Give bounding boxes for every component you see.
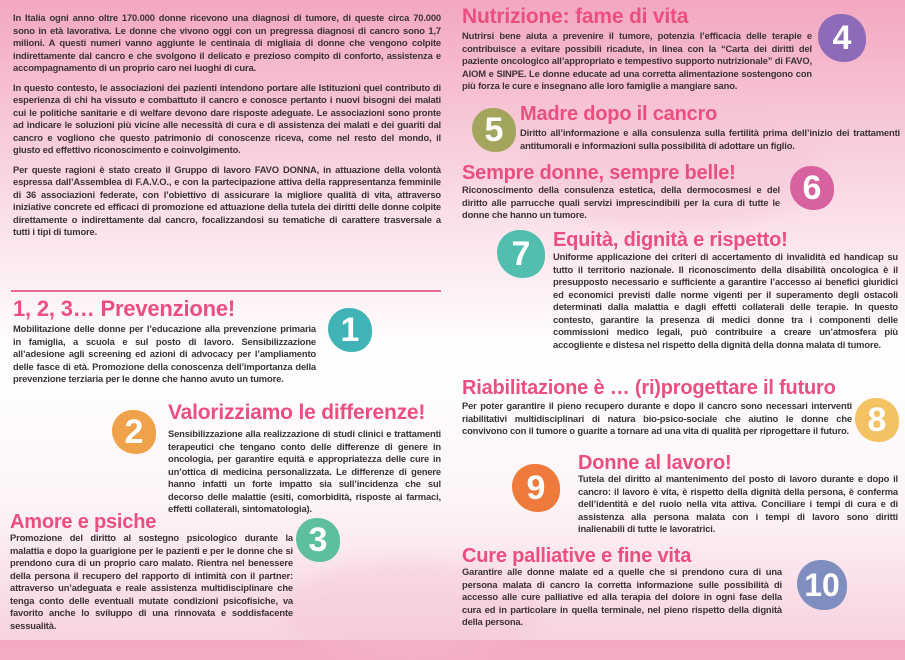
number-badge-5: 5 [472, 108, 516, 152]
section-text-3: Promozione del diritto al sostegno psicologico durante la malattia e dopo la guarigione per le pazienti e per le donne che si prendono cura di un proprio caro malato. Rientra nel benessere della persona il recupero del rapporto di intimità con il partner: attraverso un’adeguata e reale assistenza multidisciplinare che tenga conto delle eventuali mutate condizioni psicofisiche, va favorito anche lo sviluppo di una rinnovata e soddisfacente sessualità. [10, 532, 293, 631]
section-title-7: Equità, dignità e rispetto! [553, 229, 788, 251]
number-badge-6: 6 [790, 166, 834, 210]
number-badge-2: 2 [112, 410, 156, 454]
section-title-2: Valorizziamo le differenze! [168, 401, 426, 424]
number-badge-7: 7 [497, 230, 545, 278]
section-text-10: Garantire alle donne malate ed a quelle che si prendono cura di una persona malata di cancro la corretta informazione sulle possibilità di accesso alle cure palliative ed alla terapia del dolore in ogni fase della cura ed in particolare in quella terminale, nel pieno rispetto della dignità della persona. [462, 566, 782, 627]
section-text-5: Diritto all’informazione e alla consulenza sulla fertilità prima dell’inizio dei trattamenti antitumorali e informazioni sulla possibilità di adottare un figlio. [520, 127, 900, 151]
section-title-5: Madre dopo il cancro [520, 103, 718, 125]
section-title-8: Riabilitazione è … (ri)progettare il futuro [462, 377, 836, 399]
section-title-4: Nutrizione: fame di vita [462, 5, 689, 28]
intro-paragraph: Per queste ragioni è stato creato il Gruppo di lavoro FAVO DONNA, in attuazione della volontà espressa dall’Assemblea di F.A.V.O., e con la partecipazione attiva della rappresentanza femminile di 36 associazioni federate, con l’obiettivo di assicurare la migliore qualità di vita, attraverso iniziative concrete ed efficaci di promozione ed attuazione della tutela dei diritti delle donne colpite direttamente o indirettamente dal cancro, focalizzandosi su tematiche di carattere trasversale a tutti i tipi di tumore. [13, 163, 441, 237]
divider [11, 290, 441, 292]
section-title-10: Cure palliative e fine vita [462, 545, 692, 567]
number-badge-8: 8 [855, 398, 899, 442]
number-badge-4: 4 [818, 14, 866, 62]
number-badge-3: 3 [296, 518, 340, 562]
section-text-7: Uniforme applicazione dei criteri di accertamento di invalidità ed handicap su tutto il territorio nazionale. Il riconoscimento della disabilità oncologica è il presupposto necessario e sufficiente a garantire l’accesso ai benefici giuridici ed economici previsti dalle norme vigenti per il superamento degli ostacoli determinati dalla malattia e dagli effetti collaterali delle terapie. In questo contesto, garantire la presenza di medici donne tra i componenti delle commissioni medico legali, può contribuire a creare un’atmosfera più accogliente e distesa nel rispetto della dignità della donna malata di tumore. [553, 251, 898, 350]
section-title-1: 1, 2, 3… Prevenzione! [13, 296, 235, 321]
section-text-1: Mobilitazione delle donne per l’educazione alla prevenzione primaria in famiglia, a scuola e sul posto di lavoro. Sensibilizzazione all’adesione agli screening ed azioni di advocacy per l’ampliamento delle fasce di età. Promozione della conoscenza dell’importanza della prevenzione terziaria per le donne che hanno avuto un tumore. [13, 323, 316, 384]
section-text-9: Tutela del diritto al mantenimento del posto di lavoro durante e dopo il cancro: il lavoro è vita, è rispetto della dignità della persona, è conferma dell’identità e del ruolo nella vita attiva. Conciliare i tempi di cura e di assistenza alla persona malata con i tempi di lavoro sono diritti inalienabili di tutte le lavoratrici. [578, 473, 898, 534]
section-title-6: Sempre donne, sempre belle! [462, 162, 736, 184]
section-title-9: Donne al lavoro! [578, 452, 732, 474]
section-title-3: Amore e psiche [10, 511, 157, 533]
intro-text [13, 12, 441, 246]
section-text-4: Nutrirsi bene aiuta a prevenire il tumore, potenzia l’efficacia delle terapie e contribuisce a evitare possibili ricadute, in linea con la “Carta dei diritti del paziente oncologico all’appropriato e tempestivo supporto nutrizionale” di FAVO, AIOM e SINPE. Le donne educate ad una corretta alimentazione sostengono con più forza le cure e insegnano alle loro famiglie a mangiare sano. [462, 30, 812, 91]
section-text-8: Per poter garantire il pieno recupero durante e dopo il cancro sono necessari interventi riabilitativi multidisciplinari di natura bio-psico-sociale che aiutino le donne che convivono con il tumore o guarite a tornare ad una vita di qualità per riprogettare il futuro. [462, 400, 852, 436]
number-badge-9: 9 [512, 464, 560, 512]
intro-paragraph: In Italia ogni anno oltre 170.000 donne ricevono una diagnosi di tumore, di queste circa 70.000 sono in età lavorativa. Le donne che vivono oggi con un pregressa diagnosi di cancro sono 1,7 milioni. A questi numeri vanno aggiunte le centinaia di migliaia di donne che vengono colpite indirettamente dal cancro e che svolgono il delicato e prezioso compito di conforto, assistenza e accompagnamento di un proprio caro nei luoghi di cura. [13, 12, 441, 73]
intro-paragraph: In questo contesto, le associazioni dei pazienti intendono portare alle Istituzioni quel contributo di esperienza di chi ha vissuto e combattuto il cancro e conosce pertanto i nuovi bisogni dei malati cui le politiche sanitarie e di welfare devono dare risposte adeguate. Le associazioni sono pronte ad indicare le soluzioni più vicine alle necessità di cura e di assistenza dei malati e dei guariti dal cancro e vogliono che questo patrimonio di conoscenze riceva, come nel resto del mondo, il giusto ed effettivo riconoscimento e coinvolgimento. [13, 81, 441, 155]
number-badge-10: 10 [797, 560, 847, 610]
number-badge-1: 1 [328, 308, 372, 352]
section-text-6: Riconoscimento della consulenza estetica, della dermocosmesi e del diritto alle parrucche quali servizi imprescindibili per la cura di tutte le donne che hanno un tumore. [462, 184, 780, 220]
section-text-2: Sensibilizzazione alla realizzazione di studi clinici e trattamenti terapeutici che tengano conto delle differenze di genere in oncologia, per garantire equità e appropriatezza delle cure in un’ottica di medicina personalizzata. Le differenze di genere hanno infatti un forte impatto sia sull’incidenza che sul decorso delle malattie (esiti, comorbidità, risposte ai farmaci, effetti collaterali, sintomatologia). [168, 428, 441, 514]
